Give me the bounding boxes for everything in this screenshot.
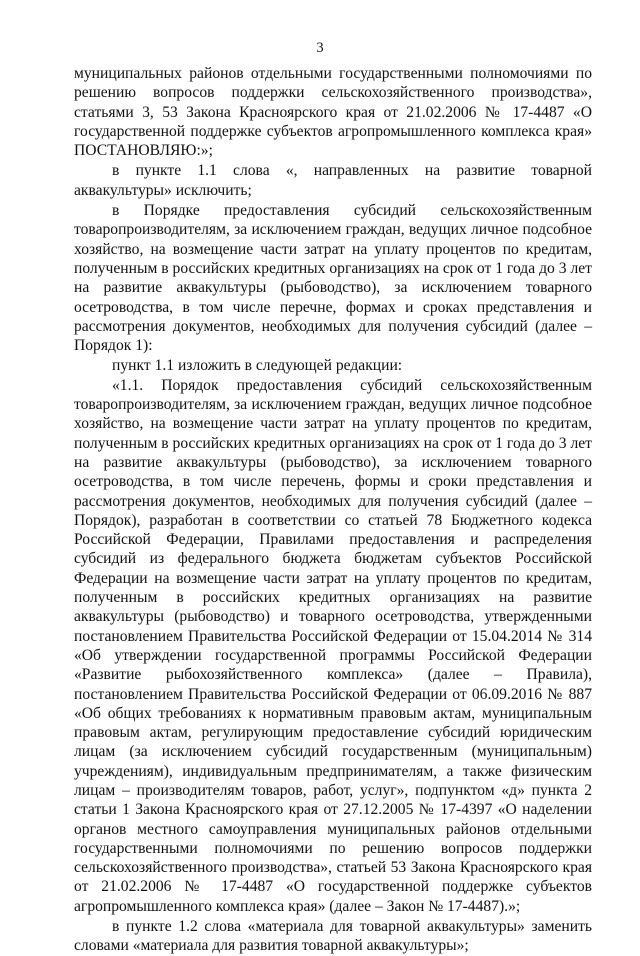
paragraph-procedure-1: в Порядке предоставления субсидий сельскохозяйственным товаропроизводителям, за исключением граждан, ведущих личное подсобное хозяйство, на возмещение части затрат на уплату процентов по кредитам, полученным в российских кредитных организациях на срок от 1 года до 3 лет на развитие аквакультуры (рыбоводство), за исключением товарного осетроводства, в том числе перечне, формах и сроках представления и рассмотрения документов, необходимых для получения субсидий (далее – Порядок 1): bbox=[74, 202, 592, 355]
paragraph-clause-1-2: в пункте 1.2 слова «материала для товарной аквакультуры» заменить словами «материала для развития товарной аквакультуры»; bbox=[74, 918, 592, 955]
paragraph-clause-1-1-text: «1.1. Порядок предоставления субсидий сельскохозяйственным товаропроизводителям, за исключением граждан, ведущих личное подсобное хозяйство, на возмещение части затрат на уплату процентов по кредитам, полученным в российских кредитных организациях на срок от 1 года до 3 лет на развитие аквакультуры (рыбоводство), за исключением товарного осетроводства, в том числе перечень, формы и сроки представления и рассмотрения документов, необходимых для получения субсидий (далее – Порядок), разработан в соответствии со статьей 78 Бюджетного кодекса Российской Федерации, Правилами предоставления и распределения субсидий из федерального бюджета бюджетам субъектов Российской Федерации на возмещение части затрат на уплату процентов по кредитам, полученным в российских кредитных организациях на развитие аквакультуры (рыбоводство) и товарного осетроводства, утвержденными постановлением Правительства Российской Федерации от 15.04.2014 № 314 «Об утверждении государственной программы Российской Федерации «Развитие рыбохозяйственного комплекса» (далее – Правила), постановлением Правительства Российской Федерации от 06.09.2016 № 887 «Об общих требованиях к нормативным правовым актам, муниципальным правовым актам, регулирующим предоставление субсидий юридическим лицам (за исключением субсидий государственным (муниципальным) учреждениям), индивидуальным предпринимателям, а также физическим лицам – производителям товаров, работ, услуг», подпунктом «д» пункта 2 статьи 1 Закона Красноярского края от 27.12.2005 № 17-4397 «О наделении органов местного самоуправления муниципальных районов отдельными государственными полномочиями по решению вопросов поддержки сельскохозяйственного производства», статьей 53 Закона Красноярского края от 21.02.2006 № 17-4487 «О государственной поддержке субъектов агропромышленного комплекса края» (далее – Закон № 17-4487).»; bbox=[74, 376, 592, 915]
document-body bbox=[74, 64, 592, 956]
paragraph-continuation: муниципальных районов отдельными государственными полномочиями по решению вопросов поддержки сельскохозяйственного производства», статьями 3, 53 Закона Красноярского края от 21.02.2006 № 17-4487 «О государственной поддержке субъектов агропромышленного комплекса края» ПОСТАНОВЛЯЮ:»; bbox=[74, 65, 592, 160]
paragraph-clause-1-1-exclude: в пункте 1.1 слова «, направленных на развитие товарной аквакультуры» исключить; bbox=[74, 162, 592, 199]
page-number: 3 bbox=[316, 40, 324, 56]
paragraph-clause-1-1-new-wording: пункт 1.1 изложить в следующей редакции: bbox=[112, 357, 403, 375]
